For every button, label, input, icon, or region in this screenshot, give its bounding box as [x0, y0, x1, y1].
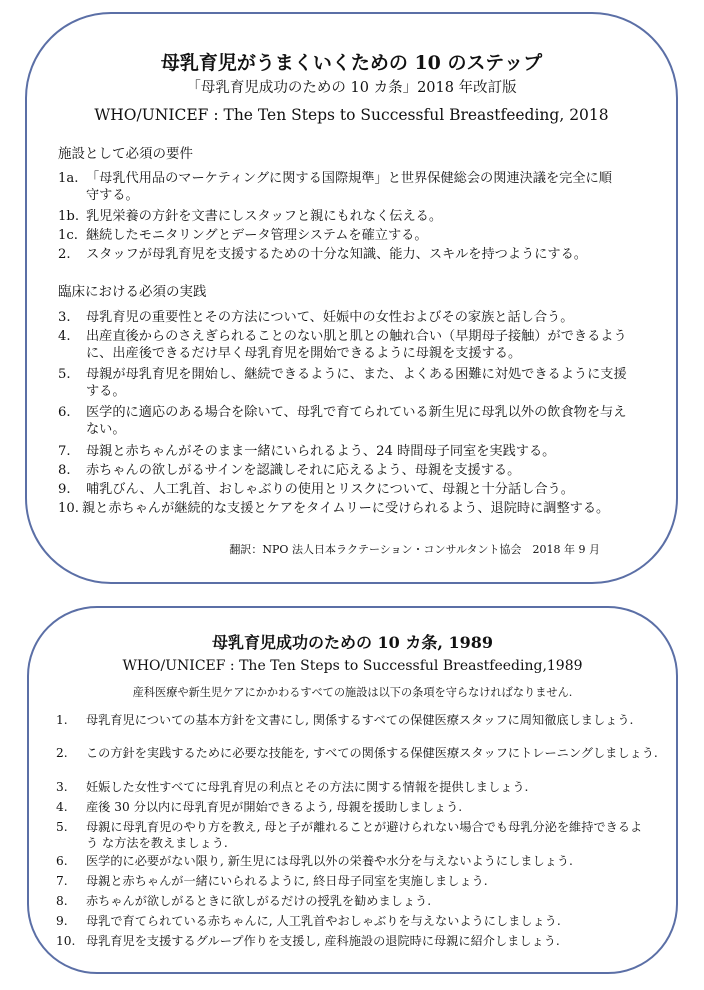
subtitle-2018: 「母乳育児成功のための 10 カ条」2018 年改訂版 [186, 80, 517, 96]
item-number: 1a. [58, 171, 79, 186]
item-text: 医学的に適応のある場合を除いて、母乳で育てられている新生児に母乳以外の飲食物を与えない。 [86, 405, 627, 437]
item-text: 赤ちゃんが欲しがるときに欲しがるだけの授乳を勧めましょう. [86, 894, 432, 908]
list-item-4 [56, 800, 666, 816]
item-text: 母親に母乳育児のやり方を教え, 母と子が離れることが避けられない場合でも母乳分泌を維持できるよう な方法を教えましょう. [86, 820, 643, 850]
item-number: 5. [56, 820, 68, 834]
item-number: 7. [58, 444, 71, 459]
list-item-6 [58, 404, 658, 438]
list-item-8 [58, 462, 658, 479]
item-text: 乳児栄養の方針を文書にしスタッフと親にもれなく伝える。 [86, 209, 443, 224]
list-item-1a [58, 170, 658, 204]
item-text: 妊娠した女性すべてに母乳育児の利点とその方法に関する情報を提供しましょう. [86, 780, 529, 794]
item-text: 母乳育児の重要性とその方法について、妊娠中の女性およびその家族と話し合う。 [86, 310, 574, 325]
title-2018: 母乳育児がうまくいくための 10 のステップ [160, 52, 543, 74]
item-text: 出産直後からのさえぎられることのない肌と肌との触れ合い（早期母子接触）ができるように、出産後できるだけ早く母乳育児を開始できるように母親を支援する。 [86, 329, 627, 361]
item-text: 母親と赤ちゃんが一緒にいられるように, 終日母子同室を実施しましょう. [86, 874, 488, 888]
item-number: 1. [56, 713, 68, 727]
list-item-1 [56, 713, 666, 729]
item-number: 2. [58, 247, 71, 262]
list-item-3 [58, 309, 658, 326]
item-text: 哺乳びん、人工乳首、おしゃぶりの使用とリスクについて、母親と十分話し合う。 [86, 482, 574, 497]
item-text: 母乳育児についての基本方針を文書にし, 関係するすべての保健医療スタッフに周知徹底しましょう. [86, 713, 634, 727]
item-text: 母親が母乳育児を開始し、継続できるように、また、よくある困難に対処できるように支援する。 [86, 367, 627, 399]
item-number: 8. [56, 894, 68, 908]
list-item-1b [58, 208, 658, 225]
item-number: 3. [56, 780, 68, 794]
title-1989: 母乳育児成功のための 10 カ条, 1989 [211, 633, 494, 652]
list-item-9 [58, 481, 658, 498]
section-heading-clinical: 臨床における必須の実践 [58, 284, 207, 300]
list-item-2 [56, 746, 666, 762]
item-text: 親と赤ちゃんが継続的な支援とケアをタイムリーに受けられるよう、退院時に調整する。 [82, 501, 610, 516]
intro-text: 産科医療や新生児ケアにかかわるすべての施設は以下の条項を守らなければなりません. [132, 686, 573, 699]
list-item-2 [58, 246, 658, 263]
list-item-7 [56, 874, 666, 890]
list-item-10 [58, 500, 658, 517]
item-text: 産後 30 分以内に母乳育児が開始できるよう, 母親を援助しましょう. [86, 800, 463, 814]
item-number: 6. [56, 854, 68, 868]
item-number: 10. [56, 934, 76, 948]
item-number: 1b. [58, 209, 80, 224]
item-text: 母乳育児を支援するグループ作りを支援し, 産科施設の退院時に母親に紹介しましょう. [86, 934, 560, 948]
item-number: 1c. [58, 228, 78, 243]
item-number: 2. [56, 746, 68, 760]
item-number: 10. [58, 501, 79, 516]
item-text: この方針を実践するために必要な技能を, すべての関係する保健医療スタッフにトレーニングしましょう. [86, 746, 658, 760]
item-number: 6. [58, 405, 71, 420]
list-item-7 [58, 443, 658, 460]
translation-credit: 翻訳：NPO 法人日本ラクテーション・コンサルタント協会 2018 年 9 月 [229, 543, 600, 556]
item-number: 4. [58, 329, 71, 344]
item-text: 「母乳代用品のマーケティングに関する国際規準」と世界保健総会の関連決議を完全に順守する。 [86, 171, 612, 203]
item-text: 母親と赤ちゃんがそのまま一緒にいられるよう、24 時間母子同室を実践する。 [86, 444, 556, 459]
list-item-10 [56, 934, 666, 950]
who-title-1989: WHO/UNICEF : The Ten Steps to Successful Breastfeeding,1989 [122, 658, 583, 674]
list-item-5 [58, 366, 658, 400]
list-item-1c [58, 227, 658, 244]
list-item-8 [56, 894, 666, 910]
item-text: 継続したモニタリングとデータ管理システムを確立する。 [86, 228, 428, 243]
item-number: 4. [56, 800, 68, 814]
list-item-3 [56, 780, 666, 796]
list-item-6 [56, 854, 666, 870]
item-number: 9. [56, 914, 68, 928]
who-title-2018: WHO/UNICEF : The Ten Steps to Successful Breastfeeding, 2018 [94, 106, 609, 124]
item-number: 8. [58, 463, 71, 478]
item-text: スタッフが母乳育児を支援するための十分な知識、能力、スキルを持つようにする。 [86, 247, 587, 262]
item-number: 7. [56, 874, 68, 888]
item-number: 9. [58, 482, 71, 497]
list-item-4 [58, 328, 658, 362]
item-text: 赤ちゃんの欲しがるサインを認識しそれに応えるよう、母親を支援する。 [86, 463, 521, 478]
list-item-9 [56, 914, 666, 930]
section-heading-facility: 施設として必須の要件 [58, 146, 193, 162]
item-number: 5. [58, 367, 71, 382]
item-number: 3. [58, 310, 71, 325]
ten-steps-1989-panel [27, 606, 678, 974]
item-text: 医学的に必要がない限り, 新生児には母乳以外の栄養や水分を与えないようにしましょう. [86, 854, 573, 868]
list-item-5 [56, 820, 666, 851]
item-text: 母乳で育てられている赤ちゃんに, 人工乳首やおしゃぶりを与えないようにしましょう. [86, 914, 561, 928]
ten-steps-2018-panel [25, 12, 678, 584]
